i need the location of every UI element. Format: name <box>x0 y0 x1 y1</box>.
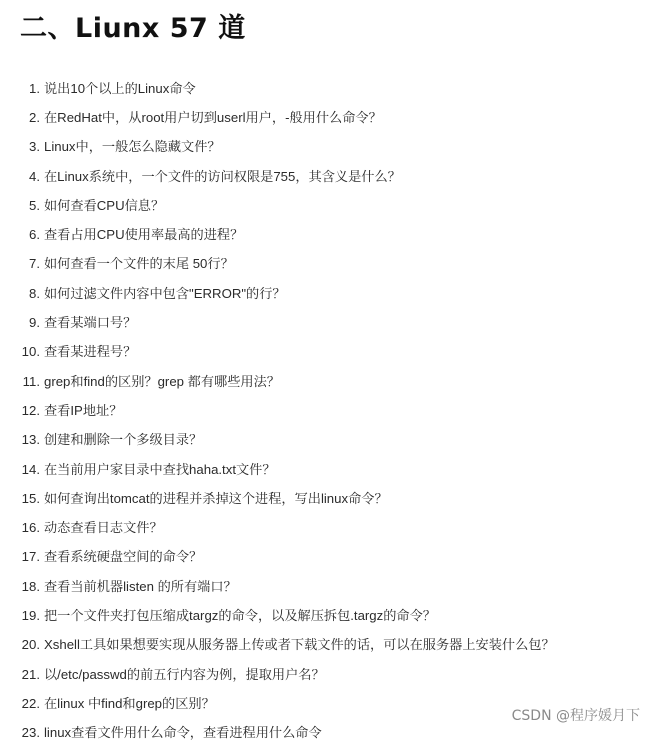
question-number: 6. <box>29 227 40 243</box>
list-item <box>0 484 654 513</box>
question-text: 查看系统硬盘空间的命令？ <box>44 549 203 565</box>
question-text: 如何查看CPU信息？ <box>44 197 165 213</box>
question-number: 16. <box>21 520 40 536</box>
question-number: 15. <box>21 490 40 506</box>
question-list <box>0 74 654 748</box>
question-number: 10. <box>21 344 40 360</box>
list-item <box>0 279 654 308</box>
question-number: 5. <box>29 197 40 213</box>
question-number: 9. <box>29 315 40 331</box>
question-text: 在linux 中find和grep的区别？ <box>44 695 215 711</box>
question-number: 11. <box>22 373 40 389</box>
list-item <box>0 191 654 220</box>
list-item <box>0 133 654 162</box>
question-text: 查看某端口号？ <box>44 315 137 331</box>
question-number: 23. <box>21 725 40 741</box>
question-text: 把一个文件夹打包压缩成targz的命令，以及解压拆包.targz的命令？ <box>44 607 436 623</box>
list-item <box>0 338 654 367</box>
question-text: 创建和删除一个多级目录？ <box>44 432 203 448</box>
list-item <box>0 367 654 396</box>
question-text: 查看占用CPU使用率最高的进程？ <box>44 227 244 243</box>
question-text: 说出10个以上的Linux命令 <box>44 80 196 96</box>
list-item <box>0 572 654 601</box>
question-number: 2. <box>29 109 40 125</box>
list-item <box>0 250 654 279</box>
question-text: Xshell工具如果想要实现从服务器上传或者下载文件的话，可以在服务器上安装什么包？ <box>44 637 555 653</box>
question-text: 在RedHat中，从root用户切到userl用户，-般用什么命令？ <box>44 109 382 125</box>
list-item <box>0 103 654 132</box>
list-item <box>0 162 654 191</box>
question-number: 4. <box>29 168 40 184</box>
question-number: 18. <box>21 578 40 594</box>
question-text: linux查看文件用什么命令，查看进程用什么命令 <box>44 725 322 741</box>
question-text: 如何过滤文件内容中包含"ERROR"的行？ <box>44 285 286 301</box>
list-item <box>0 513 654 542</box>
list-item <box>0 660 654 689</box>
question-number: 7. <box>29 256 40 272</box>
question-text: 如何查看一个文件的末尾 50行？ <box>44 256 234 272</box>
question-text: 查看某进程号？ <box>44 344 137 360</box>
csdn-watermark: CSDN @程序媛月下 <box>511 708 640 724</box>
question-text: 查看IP地址？ <box>44 402 123 418</box>
question-text: 动态查看日志文件？ <box>44 520 163 536</box>
question-number: 17. <box>21 549 40 565</box>
list-item <box>0 220 654 249</box>
list-item <box>0 396 654 425</box>
page-title: 二、Liunx 57 道 <box>20 13 246 44</box>
question-text: 以/etc/passwd的前五行内容为例，提取用户名？ <box>44 666 325 682</box>
question-number: 3. <box>29 139 40 155</box>
question-text: 在Linux系统中，一个文件的访问权限是755，其含义是什么？ <box>44 168 401 184</box>
question-number: 22. <box>21 695 40 711</box>
list-item <box>0 455 654 484</box>
list-item <box>0 308 654 337</box>
question-text: grep和find的区别？grep 都有哪些用法？ <box>44 373 280 389</box>
list-item <box>0 543 654 572</box>
question-number: 8. <box>29 285 40 301</box>
question-text: 如何查询出tomcat的进程并杀掉这个进程，写出linux命令？ <box>44 490 388 506</box>
question-text: 在当前用户家目录中查找haha.txt文件？ <box>44 461 276 477</box>
list-item <box>0 631 654 660</box>
list-item <box>0 601 654 630</box>
question-text: 查看当前机器listen 的所有端口？ <box>44 578 237 594</box>
question-number: 12. <box>21 402 40 418</box>
question-text: Linux中，一般怎么隐藏文件？ <box>44 139 221 155</box>
question-number: 1. <box>29 80 40 96</box>
list-item <box>0 74 654 103</box>
question-number: 13. <box>21 432 40 448</box>
question-number: 19. <box>21 607 40 623</box>
question-number: 14. <box>21 461 40 477</box>
list-item <box>0 426 654 455</box>
question-number: 20. <box>21 637 40 653</box>
question-number: 21. <box>21 666 40 682</box>
